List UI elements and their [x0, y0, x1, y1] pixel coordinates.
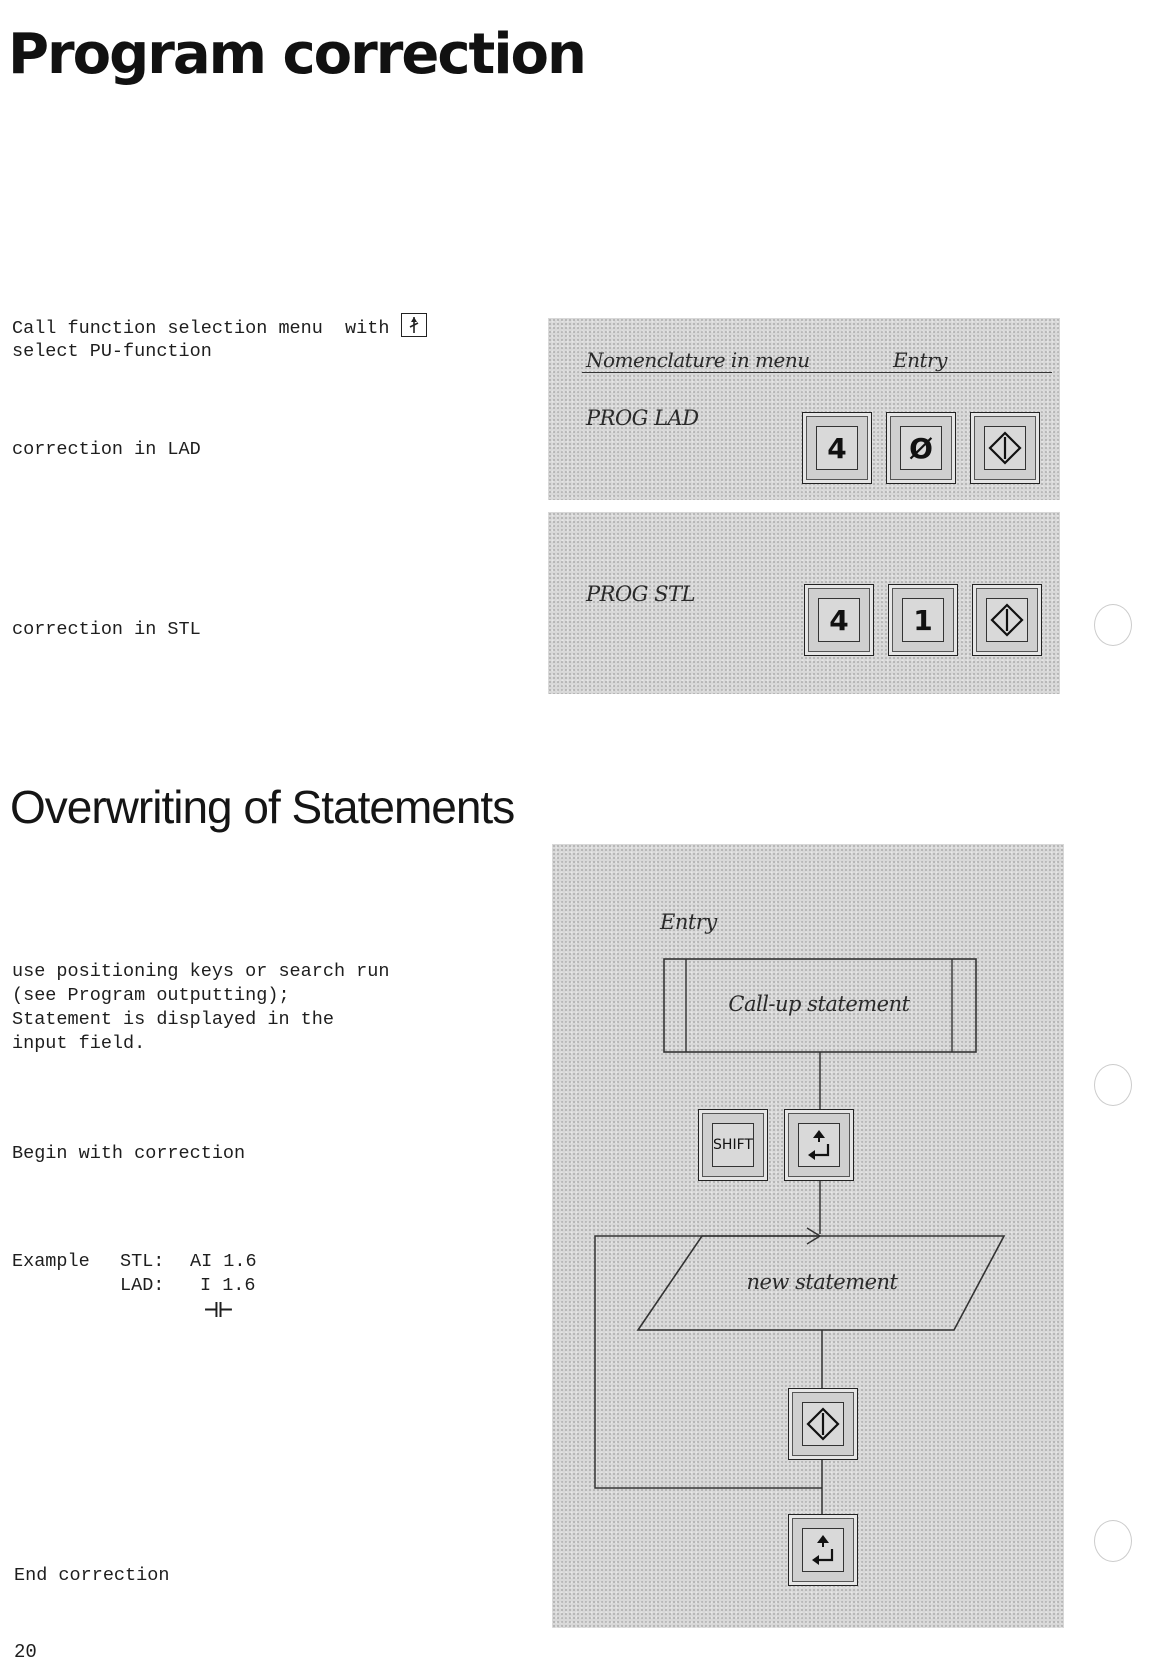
flow-entry-label: Entry: [660, 910, 717, 934]
function-key-icon: [401, 313, 427, 337]
page-number: 20: [14, 1641, 37, 1663]
shift-enter-key[interactable]: [784, 1109, 854, 1181]
menu-header-rule: [582, 372, 1052, 373]
flow-callup-statement: Call-up statement: [728, 992, 910, 1016]
key-4[interactable]: 4: [802, 412, 872, 484]
key-4[interactable]: 4: [804, 584, 874, 656]
menu-row-label-lad: PROG LAD: [586, 406, 699, 430]
instruction-position-2: (see Program outputting);: [12, 985, 290, 1006]
flow-new-statement: new statement: [746, 1270, 898, 1294]
key-0[interactable]: Ø: [886, 412, 956, 484]
section-title: Overwriting of Statements: [10, 781, 515, 833]
instruction-lad: correction in LAD: [12, 439, 201, 460]
instruction-begin: Begin with correction: [12, 1143, 246, 1164]
example-label: Example: [12, 1251, 90, 1272]
enter-key[interactable]: [788, 1388, 858, 1460]
shift-key[interactable]: SHIFT: [698, 1109, 768, 1181]
instruction-call-menu: Call function selection menu with: [12, 316, 427, 341]
return-arrow-icon: [808, 1533, 838, 1567]
enter-diamond-icon: [990, 603, 1024, 637]
page-title: Program correction: [8, 22, 585, 87]
instruction-select-pu: select PU-function: [12, 341, 212, 362]
instruction-position-4: input field.: [12, 1033, 146, 1054]
menu-header-nomenclature: Nomenclature in menu: [586, 348, 810, 372]
return-arrow-icon: [804, 1128, 834, 1162]
menu-panel-stl: [548, 512, 1060, 694]
enter-diamond-icon: [806, 1407, 840, 1441]
flowchart-panel: [552, 844, 1064, 1628]
contact-symbol: ⊣⊢: [204, 1298, 233, 1325]
menu-row-label-stl: PROG STL: [586, 582, 695, 606]
enter-key[interactable]: [970, 412, 1040, 484]
instruction-position-1: use positioning keys or search run: [12, 961, 390, 982]
example-lad-value: I 1.6: [200, 1275, 256, 1296]
menu-header-entry: Entry: [893, 348, 947, 372]
enter-key[interactable]: [972, 584, 1042, 656]
enter-diamond-icon: [988, 431, 1022, 465]
return-key[interactable]: [788, 1514, 858, 1586]
binder-hole: [1094, 604, 1132, 646]
binder-hole: [1094, 1520, 1132, 1562]
example-lad-label: LAD:: [120, 1275, 165, 1296]
instruction-position-3: Statement is displayed in the: [12, 1009, 334, 1030]
key-1[interactable]: 1: [888, 584, 958, 656]
flowchart-lines: [552, 844, 1064, 1628]
example-stl-value: AI 1.6: [190, 1251, 257, 1272]
instruction-end: End correction: [14, 1565, 170, 1586]
menu-panel-lad: [548, 318, 1060, 500]
instruction-stl: correction in STL: [12, 619, 201, 640]
binder-hole: [1094, 1064, 1132, 1106]
example-stl-label: STL:: [120, 1251, 165, 1272]
